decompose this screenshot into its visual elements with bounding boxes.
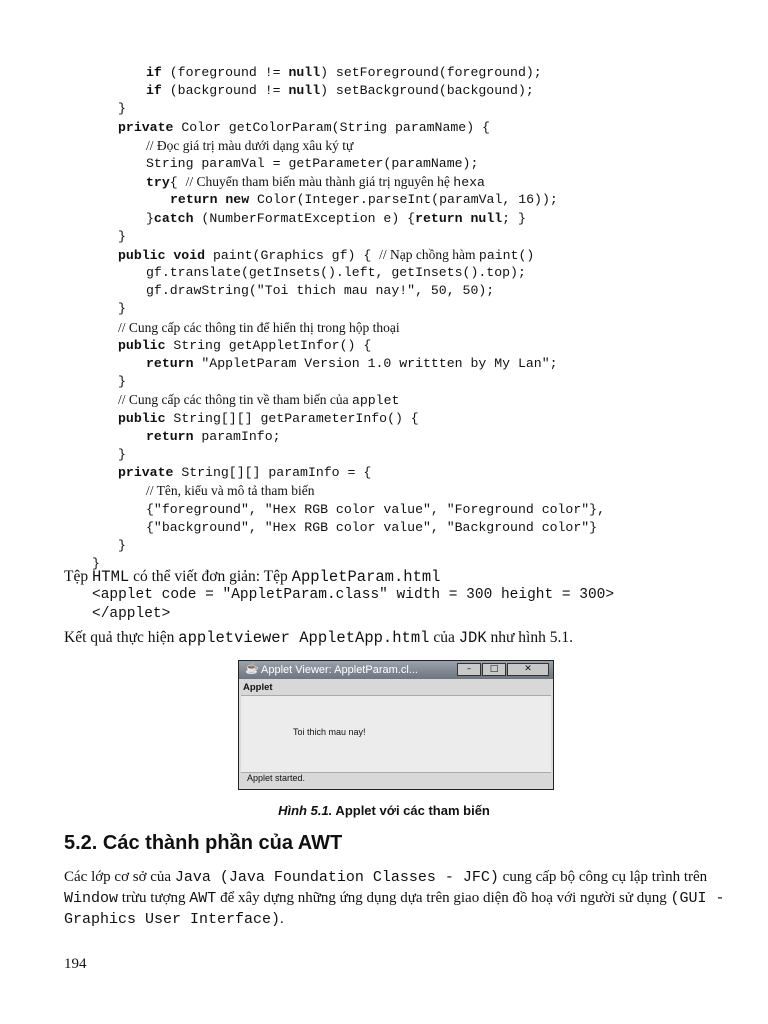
code-token: } [146,210,154,226]
code-token: return new [170,192,250,208]
code-line [0,519,768,537]
code-token: String[][] paramInfo = { [173,465,372,481]
code-token: paint() [478,247,535,263]
code-token: // Tên, kiểu và mô tả tham biến [146,483,315,499]
result-command: appletviewer AppletApp.html [178,629,430,647]
code-token: { [169,175,186,191]
code-token: null [288,65,321,80]
applet-status: Applet started. [247,773,306,783]
code-line [0,428,768,446]
code-line [0,446,768,464]
code-line [0,501,768,519]
code-line [0,282,768,300]
code-token: if [146,65,162,80]
maximize-button: □ [482,663,506,676]
section-heading: 5.2. Các thành phần của AWT [64,832,343,854]
code-line [0,119,768,137]
code-line [0,155,768,173]
code-token: ) setForeground(foreground); [320,65,542,80]
result-tail: như hình 5.1. [486,629,573,646]
code-token: String getAppletInfor() { [165,337,372,353]
code-token: "AppletParam Version 1.0 writtten by My Lan"; [193,356,558,371]
code-token: } [118,228,126,244]
code-token: (foreground != [161,65,289,80]
para-mono-2: Window [64,890,119,907]
applet-message: Toi thich mau nay! [293,727,366,737]
result-jdk: JDK [458,629,487,647]
para-part-2: cung cấp bộ công cụ lập trình trên [498,869,708,885]
minimize-button: – [457,663,481,676]
html-intro-line [64,567,440,587]
code-token: // Cung cấp các thông tin để hiển thị trong hộp thoại [118,319,400,335]
applet-tag-close: </applet> [92,606,171,622]
code-line [0,173,768,191]
para-mono-1: Java (Java Foundation Classes - JFC) [174,869,499,886]
code-line [0,264,768,282]
code-token: catch [153,210,194,226]
para-mono-3: AWT [189,890,217,907]
code-token: try [146,175,170,191]
para-mono-4: (GUI - Graphics User Interface) [64,890,725,928]
code-line [0,391,768,409]
code-line [0,82,768,100]
code-token: gf.drawString("Toi thich mau nay!", 50, 50); [146,283,495,299]
code-line [0,100,768,118]
applet-canvas [241,695,551,773]
page-number: 194 [64,956,87,972]
code-line [0,137,768,155]
code-token: gf.translate(getInsets().left, getInsets().top); [146,265,526,281]
code-line [0,337,768,355]
figure-caption [0,803,768,818]
code-token: } [118,537,126,553]
code-line [0,228,768,246]
applet-tag-open: <applet code = "AppletParam.class" width = 300 height = 300> [92,587,615,603]
code-token: private [118,119,174,135]
code-line [0,537,768,555]
html-intro-html-word: HTML [91,568,130,586]
code-token: return null [415,210,503,226]
result-lead: Kết quả thực hiện [64,629,179,646]
code-token: public [118,337,166,353]
code-token: return [146,428,194,444]
code-token: } [118,374,126,390]
code-line [0,64,768,82]
code-token: {"foreground", "Hex RGB color value", "Foreground color"}, [146,501,605,517]
code-token: } [118,101,126,117]
code-token: // Nạp chồng hàm [379,246,479,262]
html-intro-middle: có thể viết đơn giản: Tệp [129,568,292,585]
code-token: ; } [502,210,526,226]
html-intro-filename: AppletParam.html [291,568,441,586]
para-part-4: để xây dựng những ứng dụng dựa trên giao diện đồ hoạ với người sử dụng [216,890,671,906]
code-token: {"background", "Hex RGB color value", "Background color"} [146,519,598,535]
figure-caption-text: Applet với các tham biến [332,803,490,818]
code-line [0,319,768,337]
applet-viewer-window [238,660,554,790]
code-line [0,246,768,264]
code-token: String[][] getParameterInfo() { [165,410,419,426]
code-token: (NumberFormatException e) { [193,210,416,226]
code-token: null [288,83,321,99]
applet-viewer-titlebar [239,661,553,679]
code-token: if [146,83,162,99]
close-button: ✕ [507,663,549,676]
code-line [0,300,768,318]
para-part-5: . [280,911,284,927]
para-part-3: trừu tượng [118,890,190,906]
code-line [0,410,768,428]
code-line [0,482,768,500]
code-token: } [118,301,126,317]
applet-viewer-title: Applet Viewer: AppletParam.cl... [261,664,418,676]
para-part-1: Các lớp cơ sở của [64,869,175,885]
result-middle: của [429,629,459,646]
code-token: public void [118,247,206,263]
code-listing [0,64,768,573]
code-token: public [118,410,166,426]
code-token: return [146,356,194,371]
code-token: // Chuyển tham biến màu thành giá trị nguyên hệ [185,174,454,190]
code-token: paint(Graphics gf) { [205,247,380,263]
code-token: paramInfo; [193,428,281,444]
code-token: (background != [161,83,289,99]
code-line [0,355,768,373]
figure-label: Hình 5.1. [278,803,333,818]
java-cup-icon: ☕ [245,663,259,675]
code-token: // Đọc giá trị màu dưới dạng xâu ký tự [146,137,354,153]
html-intro-lead: Tệp [64,568,92,585]
result-line [64,628,573,648]
code-token: Color getColorParam(String paramName) { [173,119,490,135]
code-token: private [118,465,174,481]
code-token: Color(Integer.parseInt(paramVal, 16)); [249,192,558,208]
code-line [0,373,768,391]
code-token: hexa [453,175,485,191]
code-line [0,464,768,482]
body-paragraph [64,867,754,930]
code-token: applet [351,393,400,409]
code-token: String paramVal = getParameter(paramName); [146,155,479,171]
code-token: } [118,446,126,462]
code-line [0,191,768,209]
applet-menu: Applet [243,682,273,693]
code-token: } [92,556,100,572]
code-token: // Cung cấp các thông tin về tham biến của [118,392,352,408]
code-token: ) setBackground(backgound); [320,83,534,99]
code-line [0,210,768,228]
